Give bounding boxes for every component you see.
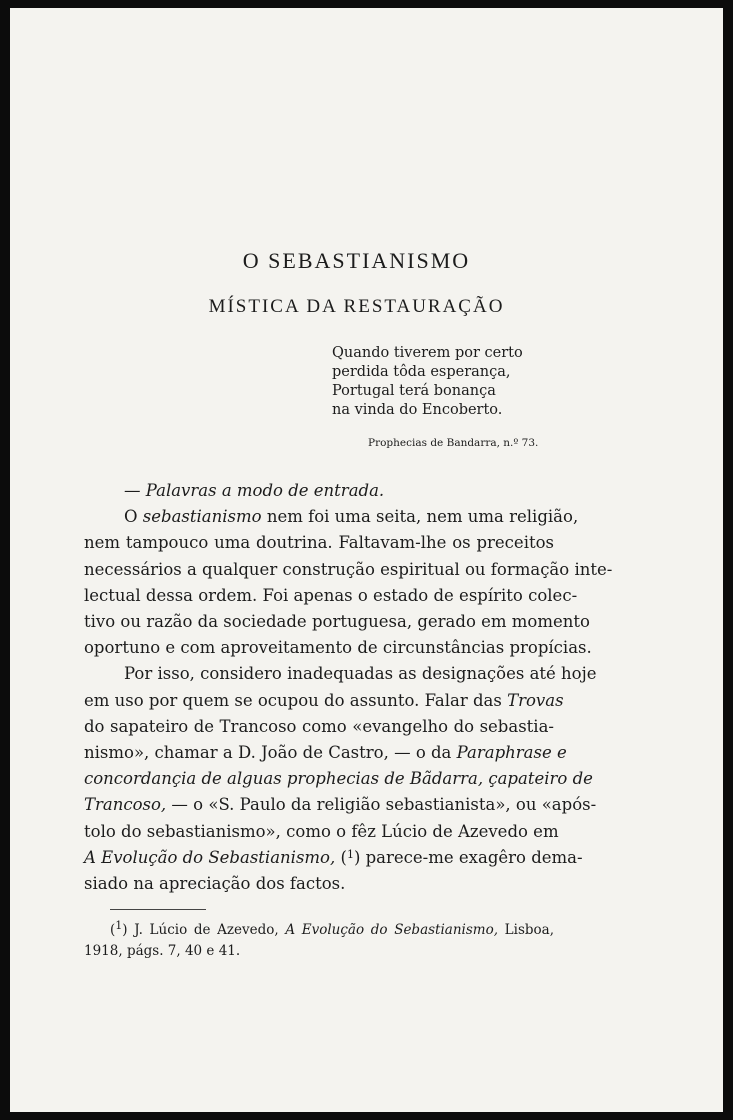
paragraph-2-line — [84, 792, 597, 818]
footnote-marker: ) — [122, 922, 128, 938]
paragraph-2-line: Por isso, considero inadequadas as designações até hoje — [124, 664, 597, 684]
page-content — [10, 8, 723, 1112]
italic-title: Trovas — [507, 690, 564, 710]
paragraph-2-line — [84, 740, 567, 766]
italic-title: A Evolução do Sebastianismo, — [84, 847, 336, 867]
footnote-marker: ( — [110, 922, 116, 938]
body-text — [84, 478, 613, 897]
epigraph-line: na vinda do Encoberto. — [332, 402, 503, 418]
text-run: ( — [335, 847, 347, 867]
paragraph-2-line: siado na apreciação dos factos. — [84, 874, 346, 894]
epigraph-source: Prophecias de Bandarra, n.º 73. — [368, 437, 539, 449]
paragraph-2-line: do sapateiro de Trancoso como «evangelho do sebastia- — [84, 716, 554, 736]
text-run: J. Lúcio de Azevedo, — [127, 922, 286, 938]
footnote-ref[interactable]: 1 — [346, 847, 354, 861]
paragraph-1-line: lectual dessa ordem. Foi apenas o estado de espírito colec- — [84, 585, 578, 605]
text-run: O — [124, 507, 143, 527]
paragraph-2-line: tolo do sebastianismo», como o fêz Lúcio de Azevedo em — [84, 821, 559, 841]
italic-title: Paraphrase e — [456, 743, 567, 763]
text-run: — o «S. Paulo da religião sebastianista», ou «após- — [166, 795, 597, 815]
italic-term: sebastianismo — [142, 507, 262, 527]
paragraph-2-line — [84, 845, 583, 871]
footnote — [84, 920, 554, 962]
paragraph-2-line — [84, 688, 564, 714]
chapter-subtitle: MÍSTICA DA RESTAURAÇÃO — [208, 296, 505, 317]
paragraph-1-line: nem tampouco uma doutrina. Faltavam-lhe os preceitos — [84, 533, 554, 553]
text-run: ) parece-me exagêro dema- — [353, 847, 583, 867]
book-page — [10, 8, 723, 1112]
text-run: Lisboa, — [498, 922, 554, 938]
section-heading: — Palavras a modo de entrada. — [124, 481, 385, 500]
italic-title: Trancoso, — [84, 795, 167, 815]
paragraph-1-line: necessários a qualquer construção espiritual ou formação inte- — [84, 559, 613, 579]
epigraph-line: Portugal terá bonança — [332, 383, 496, 399]
footnote-number: 1 — [115, 919, 123, 932]
paragraph-1-line — [84, 504, 579, 530]
chapter-title: O SEBASTIANISMO — [242, 248, 471, 273]
text-run: nem foi uma seita, nem uma religião, — [261, 507, 579, 527]
footnote-divider — [110, 909, 206, 910]
paragraph-2-line: concordançia de alguas prophecias de Bãdarra, çapateiro de — [84, 769, 593, 789]
epigraph-line: perdida tôda esperança, — [332, 364, 511, 380]
text-run: em uso por quem se ocupou do assunto. Falar das — [84, 690, 508, 710]
footnote-line: 1918, págs. 7, 40 e 41. — [84, 943, 241, 959]
text-run: nismo», chamar a D. João de Castro, — o da — [84, 743, 457, 763]
epigraph — [332, 344, 523, 420]
footnote-line — [84, 920, 554, 941]
italic-title: A Evolução do Sebastianismo, — [285, 922, 499, 938]
paragraph-1-line: oportuno e com aproveitamento de circunstâncias propícias. — [84, 638, 592, 658]
epigraph-line: Quando tiverem por certo — [332, 345, 523, 361]
paragraph-1-line: tivo ou razão da sociedade portuguesa, gerado em momento — [84, 612, 590, 632]
